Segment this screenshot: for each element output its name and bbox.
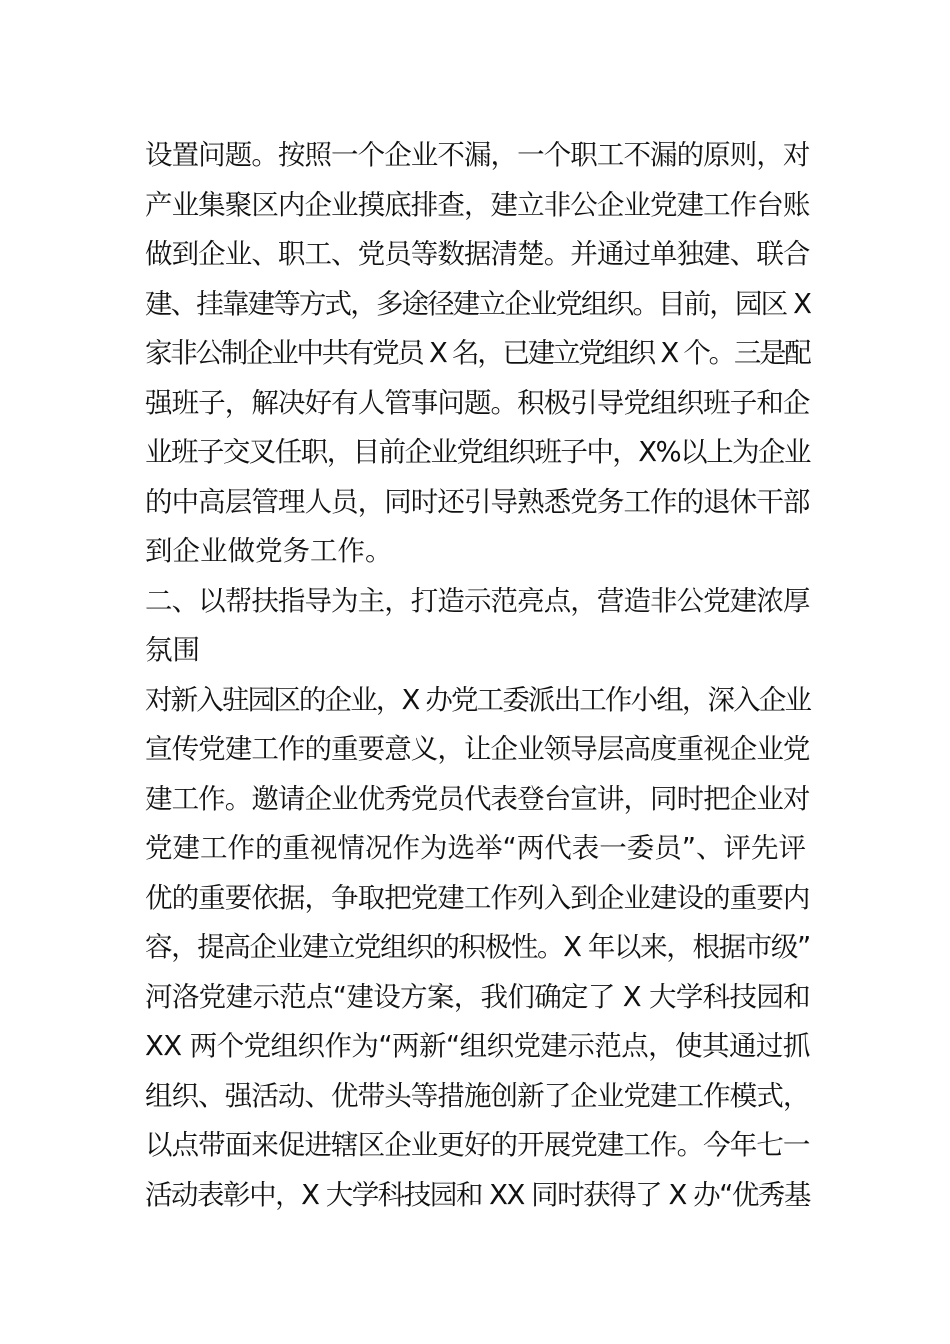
text-line: 组织、强活动、优带头等措施创新了企业党建工作模式， [145, 1079, 810, 1112]
text-line: 的中高层管理人员，同时还引导熟悉党务工作的退休干部 [145, 485, 810, 518]
text-line: 建、挂靠建等方式，多途径建立企业党组织。目前，园区 X [145, 287, 811, 320]
text-line: 业班子交叉任职，目前企业党组织班子中，X%以上为企业 [145, 436, 810, 468]
text-line: 以点带面来促进辖区企业更好的开展党建工作。今年七一 [145, 1129, 810, 1161]
text-line: 到企业做党务工作。 [145, 535, 393, 567]
text-line: XX 两个党组织作为“两新“组织党建示范点，使其通过抓 [145, 1030, 810, 1062]
section-heading-line: 氛围 [145, 634, 200, 666]
document-body [145, 131, 810, 1220]
text-line: 家非公制企业中共有党员 X 名，已建立党组织 X 个。三是配 [145, 337, 810, 369]
text-line: 建工作。邀请企业优秀党员代表登台宣讲，同时把企业对 [145, 782, 810, 815]
text-line: 做到企业、职工、党员等数据清楚。并通过单独建、联合 [145, 238, 810, 270]
text-line: 对新入驻园区的企业，X 办党工委派出工作小组，深入企业 [145, 683, 811, 716]
text-line: 强班子，解决好有人管事问题。积极引导党组织班子和企 [145, 386, 810, 419]
text-line: 优的重要依据，争取把党建工作列入到企业建设的重要内 [145, 881, 810, 914]
text-line: 容，提高企业建立党组织的积极性。X 年以来，根据市级” [145, 931, 810, 963]
text-line: 活动表彰中，X 大学科技园和 XX 同时获得了 X 办“优秀基 [145, 1178, 810, 1211]
text-line: 产业集聚区内企业摸底排查，建立非公企业党建工作台账 [145, 188, 810, 221]
text-line: 设置问题。按照一个企业不漏，一个职工不漏的原则，对 [145, 139, 810, 171]
text-line: 宣传党建工作的重要意义，让企业领导层高度重视企业党 [145, 733, 810, 765]
section-heading-line: 二、以帮扶指导为主，打造示范亮点，营造非公党建浓厚 [145, 584, 810, 617]
text-line: 河洛党建示范点“建设方案，我们确定了 X 大学科技园和 [145, 980, 810, 1013]
text-line: 党建工作的重视情况作为选举“两代表一委员”、评先评 [145, 832, 806, 864]
